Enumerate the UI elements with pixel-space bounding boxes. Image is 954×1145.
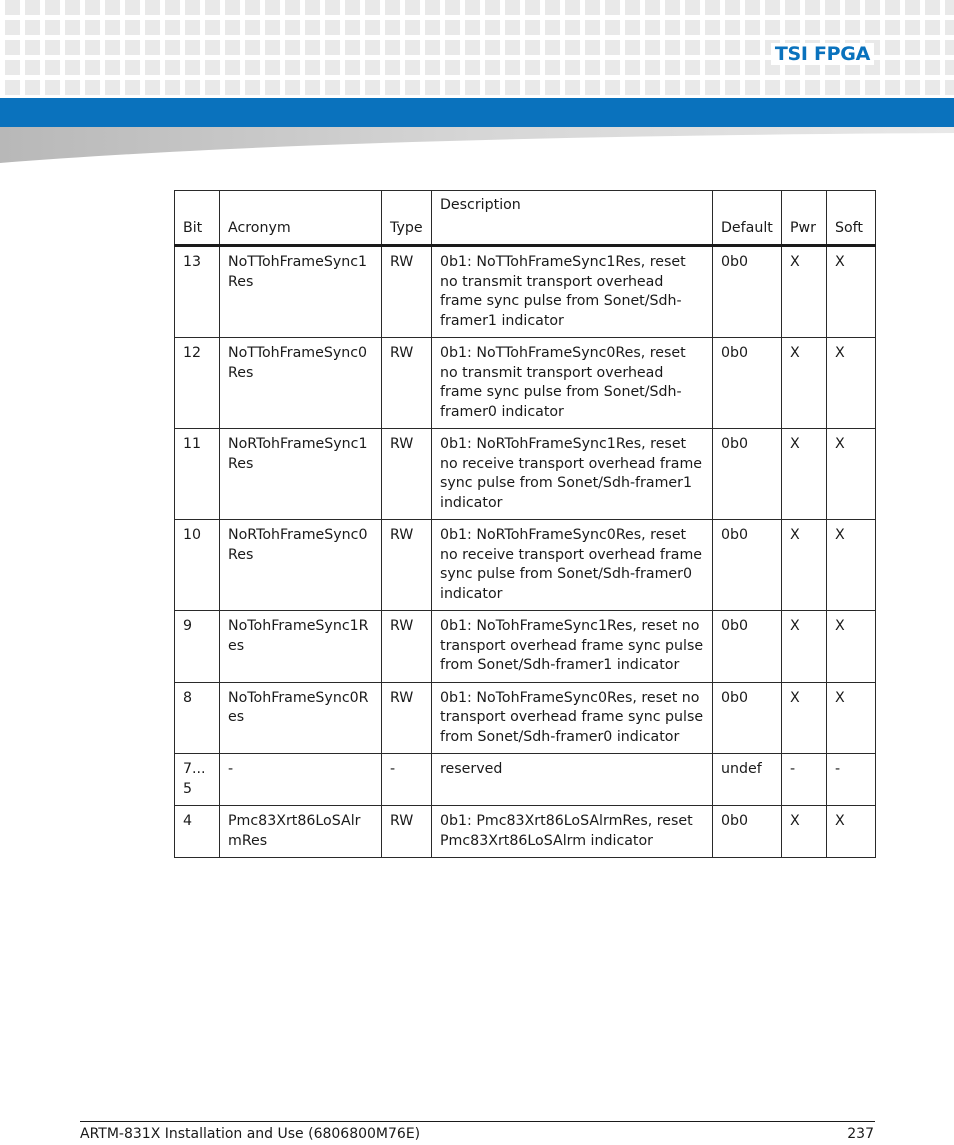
cell-description: 0b1: NoTTohFrameSync0Res, reset no transmit transport overhead frame sync pulse from Sonet/Sdh-framer0 indicator bbox=[432, 338, 713, 429]
cell-acronym: NoRTohFrameSync0Res bbox=[220, 520, 382, 611]
col-header-pwr: Pwr bbox=[782, 191, 827, 246]
cell-acronym: - bbox=[220, 754, 382, 806]
cell-default: 0b0 bbox=[713, 520, 782, 611]
cell-description: 0b1: NoRTohFrameSync0Res, reset no receive transport overhead frame sync pulse from Sonet/Sdh-framer0 indicator bbox=[432, 520, 713, 611]
cell-soft: - bbox=[827, 754, 876, 806]
table-row bbox=[175, 611, 876, 683]
cell-type: RW bbox=[382, 520, 432, 611]
cell-default: 0b0 bbox=[713, 611, 782, 683]
col-header-type: Type bbox=[382, 191, 432, 246]
cell-pwr: X bbox=[782, 246, 827, 338]
footer-divider bbox=[80, 1121, 875, 1122]
cell-bit: 11 bbox=[175, 429, 220, 520]
cell-description: 0b1: NoTTohFrameSync1Res, reset no transmit transport overhead frame sync pulse from Sonet/Sdh-framer1 indicator bbox=[432, 246, 713, 338]
cell-soft: X bbox=[827, 246, 876, 338]
col-header-default: Default bbox=[713, 191, 782, 246]
cell-default: 0b0 bbox=[713, 429, 782, 520]
cell-type: RW bbox=[382, 246, 432, 338]
cell-acronym: Pmc83Xrt86LoSAlrmRes bbox=[220, 806, 382, 858]
register-table bbox=[174, 190, 876, 858]
cell-pwr: - bbox=[782, 754, 827, 806]
cell-pwr: X bbox=[782, 520, 827, 611]
cell-soft: X bbox=[827, 429, 876, 520]
header-swoosh bbox=[0, 127, 954, 165]
cell-pwr: X bbox=[782, 682, 827, 754]
cell-pwr: X bbox=[782, 611, 827, 683]
cell-bit: 8 bbox=[175, 682, 220, 754]
col-header-bit: Bit bbox=[175, 191, 220, 246]
cell-soft: X bbox=[827, 611, 876, 683]
cell-default: 0b0 bbox=[713, 246, 782, 338]
cell-bit: 7...5 bbox=[175, 754, 220, 806]
cell-acronym: NoTTohFrameSync1Res bbox=[220, 246, 382, 338]
cell-acronym: NoTohFrameSync0Res bbox=[220, 682, 382, 754]
cell-default: 0b0 bbox=[713, 338, 782, 429]
cell-description: 0b1: Pmc83Xrt86LoSAlrmRes, reset Pmc83Xrt86LoSAlrm indicator bbox=[432, 806, 713, 858]
cell-default: 0b0 bbox=[713, 806, 782, 858]
table-header-row bbox=[175, 191, 876, 246]
cell-soft: X bbox=[827, 520, 876, 611]
cell-bit: 10 bbox=[175, 520, 220, 611]
cell-acronym: NoTTohFrameSync0Res bbox=[220, 338, 382, 429]
section-title: TSI FPGA bbox=[771, 43, 874, 65]
cell-bit: 13 bbox=[175, 246, 220, 338]
cell-pwr: X bbox=[782, 338, 827, 429]
table-row bbox=[175, 806, 876, 858]
cell-type: RW bbox=[382, 611, 432, 683]
cell-type: RW bbox=[382, 682, 432, 754]
table-row bbox=[175, 682, 876, 754]
cell-pwr: X bbox=[782, 806, 827, 858]
table-row bbox=[175, 754, 876, 806]
cell-type: - bbox=[382, 754, 432, 806]
footer-document-title: ARTM-831X Installation and Use (6806800M76E) bbox=[80, 1126, 421, 1142]
cell-bit: 9 bbox=[175, 611, 220, 683]
cell-description: reserved bbox=[432, 754, 713, 806]
col-header-soft: Soft bbox=[827, 191, 876, 246]
cell-type: RW bbox=[382, 806, 432, 858]
cell-bit: 4 bbox=[175, 806, 220, 858]
cell-default: undef bbox=[713, 754, 782, 806]
table-row bbox=[175, 520, 876, 611]
cell-type: RW bbox=[382, 429, 432, 520]
cell-default: 0b0 bbox=[713, 682, 782, 754]
cell-soft: X bbox=[827, 806, 876, 858]
cell-soft: X bbox=[827, 338, 876, 429]
cell-bit: 12 bbox=[175, 338, 220, 429]
cell-description: 0b1: NoRTohFrameSync1Res, reset no receive transport overhead frame sync pulse from Sonet/Sdh-framer1 indicator bbox=[432, 429, 713, 520]
cell-pwr: X bbox=[782, 429, 827, 520]
cell-description: 0b1: NoTohFrameSync1Res, reset no transport overhead frame sync pulse from Sonet/Sdh-framer1 indicator bbox=[432, 611, 713, 683]
col-header-acronym: Acronym bbox=[220, 191, 382, 246]
cell-soft: X bbox=[827, 682, 876, 754]
cell-acronym: NoRTohFrameSync1Res bbox=[220, 429, 382, 520]
cell-type: RW bbox=[382, 338, 432, 429]
table-row bbox=[175, 338, 876, 429]
table-row bbox=[175, 429, 876, 520]
cell-acronym: NoTohFrameSync1Res bbox=[220, 611, 382, 683]
table-row bbox=[175, 246, 876, 338]
cell-description: 0b1: NoTohFrameSync0Res, reset no transport overhead frame sync pulse from Sonet/Sdh-framer0 indicator bbox=[432, 682, 713, 754]
page-number: 237 bbox=[847, 1126, 874, 1142]
header-bar bbox=[0, 98, 954, 127]
col-header-description: Description bbox=[432, 191, 713, 246]
